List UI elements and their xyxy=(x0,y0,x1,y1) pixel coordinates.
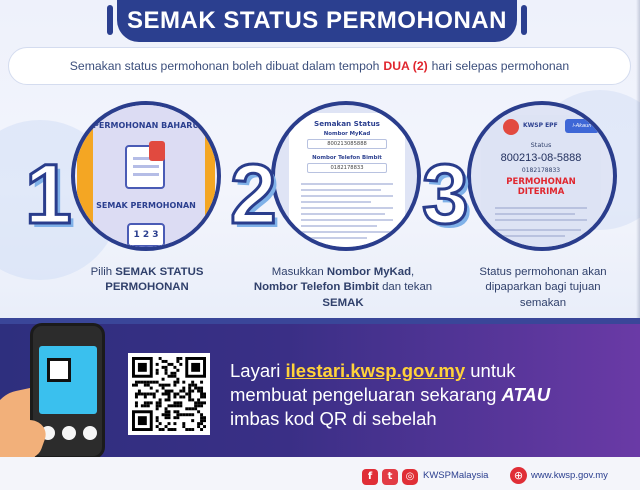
promo-text-part: Layari xyxy=(230,360,286,381)
step-3-image xyxy=(467,101,617,251)
form-title: Semakan Status xyxy=(314,119,380,128)
calculator-icon: 1 2 3 xyxy=(127,223,165,247)
step-1-caption xyxy=(62,265,232,296)
promo-text xyxy=(230,359,630,431)
stamp-icon xyxy=(149,141,165,161)
logo-text: KWSP EPF xyxy=(523,122,558,129)
twitter-icon[interactable]: t xyxy=(382,469,398,485)
ilestari-link[interactable]: ilestari.kwsp.gov.my xyxy=(285,360,466,381)
phone-number: 0182178833 xyxy=(521,167,561,174)
form-card xyxy=(289,113,405,251)
promo-line-2 xyxy=(230,383,630,407)
iakaun-badge: i-Akaun xyxy=(565,119,599,133)
promo-line-1 xyxy=(230,359,630,383)
promo-text-part: membuat pengeluaran sekarang xyxy=(230,384,502,406)
edge-shadow xyxy=(636,0,640,318)
mykad-label: Nombor MyKad xyxy=(323,131,371,137)
step-number-3: 3 xyxy=(422,147,469,241)
notice-text-after: hari selepas permohonan xyxy=(431,59,570,73)
social-handle[interactable]: KWSPMalaysia xyxy=(423,470,489,481)
facebook-icon[interactable]: f xyxy=(362,469,378,485)
status-label: Status xyxy=(530,141,552,149)
globe-icon[interactable]: ⊕ xyxy=(510,467,527,484)
qr-code-icon[interactable] xyxy=(128,353,210,435)
website-link[interactable]: www.kwsp.gov.my xyxy=(531,470,608,481)
promo-text-part: untuk xyxy=(465,360,516,381)
page-title: SEMAK STATUS PERMOHONAN xyxy=(117,0,517,42)
phone-label: Nombor Telefon Bimbit xyxy=(312,155,382,161)
step-3-caption: Status permohonan akan dipaparkan bagi tujuan semakan xyxy=(479,266,607,309)
caption-text: Masukkan xyxy=(271,266,327,278)
step-2-image xyxy=(271,101,421,251)
phone-qr-icon xyxy=(47,358,71,382)
result-line: DITERIMA xyxy=(517,187,565,198)
step-number-2: 2 xyxy=(230,147,277,241)
status-result xyxy=(481,177,601,197)
phone-field: 0182178833 xyxy=(307,163,387,173)
notice-box xyxy=(8,47,631,85)
menu-semak-permohonan: SEMAK PERMOHONAN xyxy=(96,201,196,210)
promo-line-3: imbas kod QR di sebelah xyxy=(230,408,437,430)
notice-text-before: Semakan status permohonan boleh dibuat dalam tempoh xyxy=(69,59,380,73)
caption-text: Pilih xyxy=(90,266,116,278)
status-card xyxy=(481,115,601,251)
caption-bold: SEMAK STATUS PERMOHONAN xyxy=(105,266,204,294)
menu-permohonan-baharu: PERMOHONAN BAHARU xyxy=(93,121,199,130)
qr-code-graphic xyxy=(132,357,206,431)
result-line: PERMOHONAN xyxy=(506,177,576,187)
id-number: 800213-08-5888 xyxy=(500,152,582,164)
mykad-field: 800213085888 xyxy=(307,139,387,149)
caption-bold: Nombor MyKad xyxy=(326,266,412,278)
caption-bold: SEMAK xyxy=(322,296,364,309)
caption-text: dan tekan xyxy=(378,281,433,294)
step-2-caption xyxy=(248,265,438,311)
notice-highlight: DUA (2) xyxy=(383,59,428,73)
phone-buttons xyxy=(41,426,97,440)
promo-emphasis: ATAU xyxy=(501,384,551,406)
step-1-image xyxy=(71,101,221,251)
step-number-1: 1 xyxy=(25,147,72,241)
caption-bold: Nombor Telefon Bimbit xyxy=(253,281,379,294)
instagram-icon[interactable]: ◎ xyxy=(402,469,418,485)
caption-text: , xyxy=(411,266,415,278)
kwsp-logo-icon xyxy=(503,119,519,135)
